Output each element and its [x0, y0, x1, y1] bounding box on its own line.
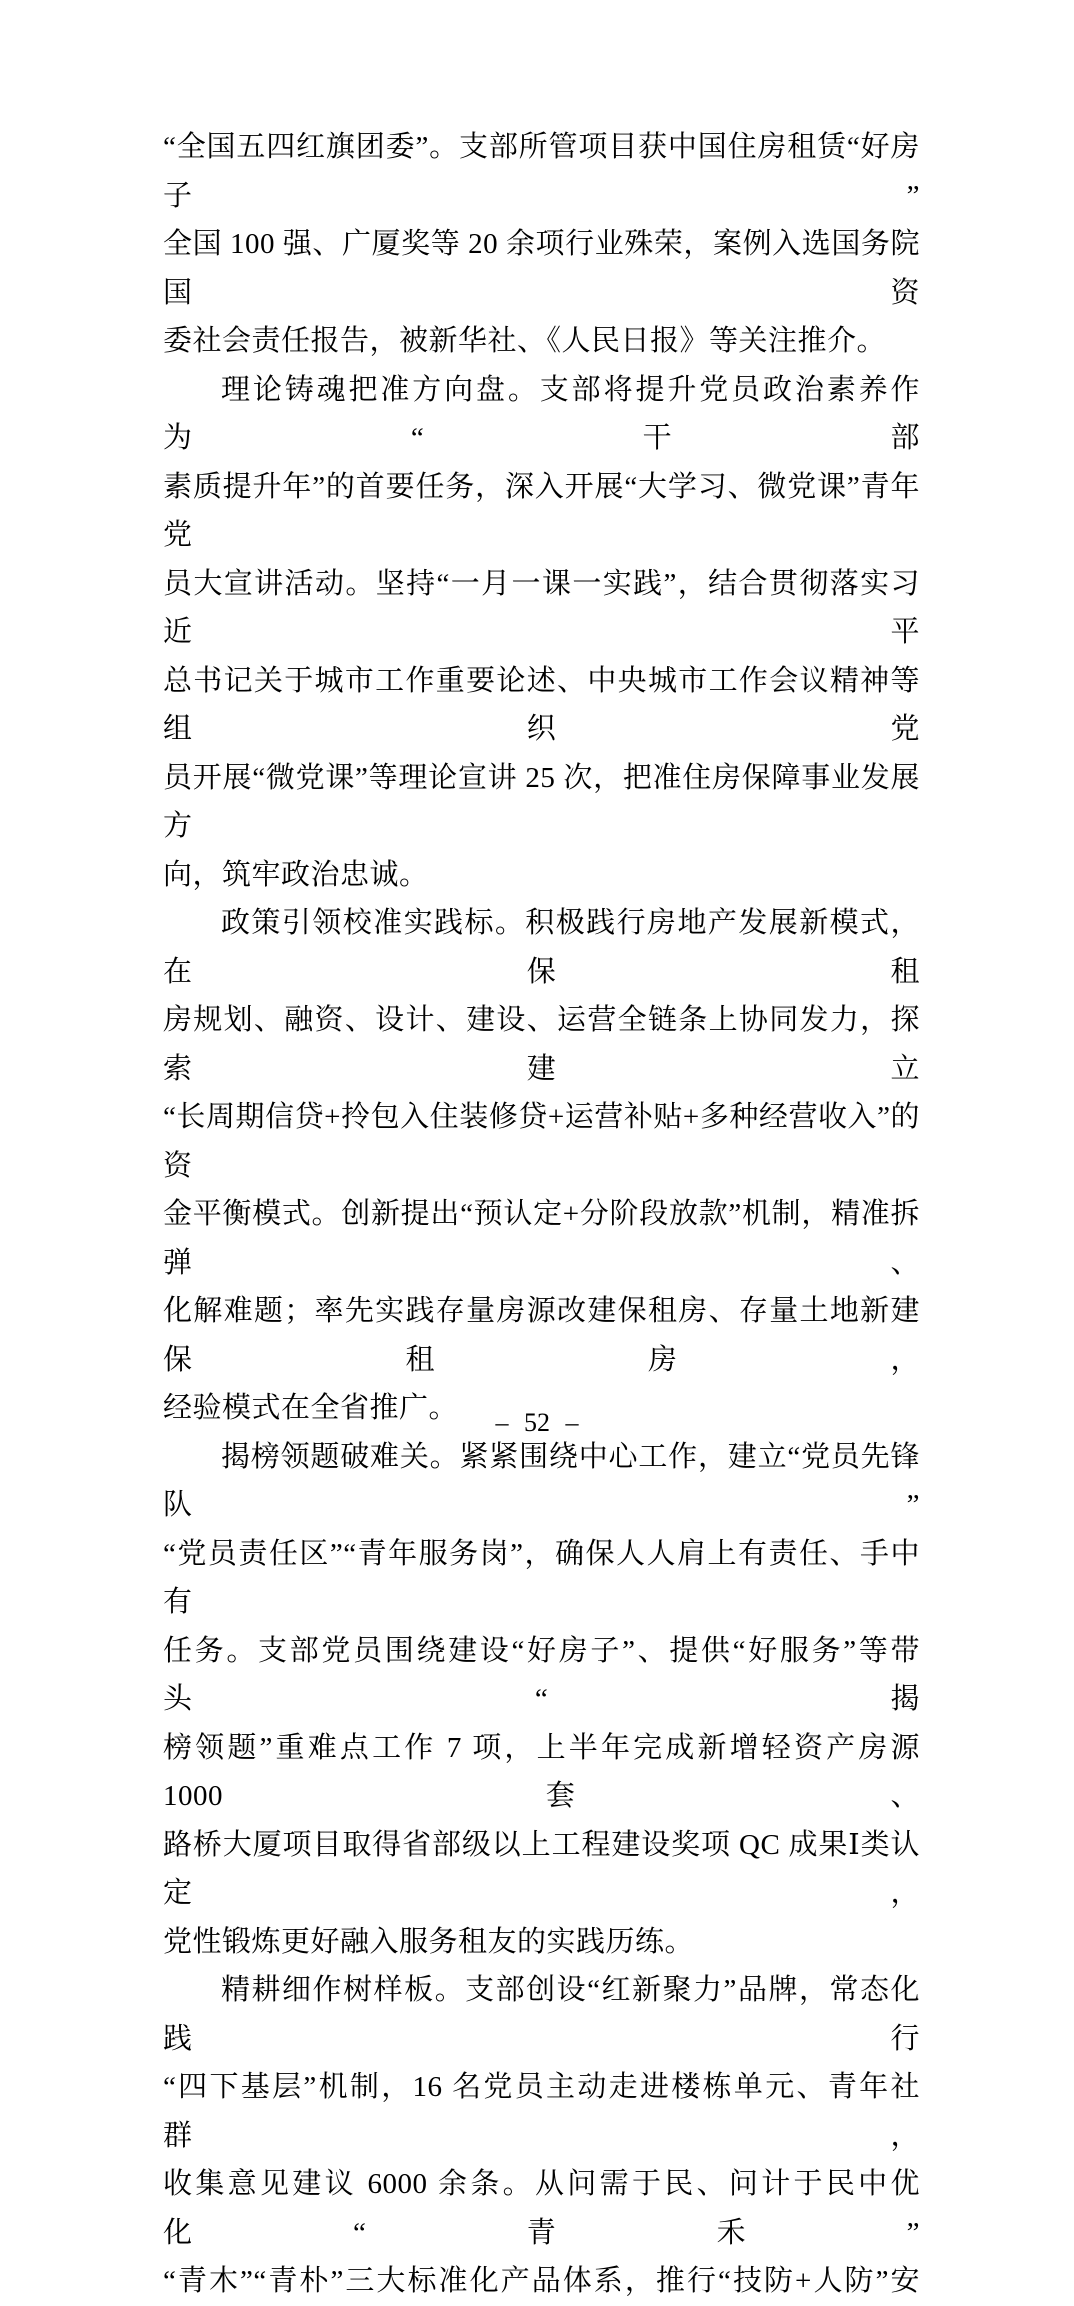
text-line: 榜领题”重难点工作 7 项，上半年完成新增轻资产房源 1000 套、 [163, 1731, 920, 1812]
text-line: 政策引领校准实践标。积极践行房地产发展新模式，在保租 [163, 907, 920, 988]
text-line: 精耕细作树样板。支部创设“红新聚力”品牌，常态化践行 [163, 1974, 920, 2055]
text-line: 员大宣讲活动。坚持“一月一课一实践”，结合贯彻落实习近平 [163, 567, 920, 648]
text-line: 化解难题；率先实践存量房源改建保租房、存量土地新建保租房， [163, 1295, 920, 1376]
text-line: 员开展“微党课”等理论宣讲 25 次，把准住房保障事业发展方 [163, 761, 920, 842]
text-line: 揭榜领题破难关。紧紧围绕中心工作，建立“党员先锋队” [163, 1440, 920, 1521]
text-line: 金平衡模式。创新提出“预认定+分阶段放款”机制，精准拆弹、 [163, 1198, 920, 1279]
text-line: 素质提升年”的首要任务，深入开展“大学习、微党课”青年党 [163, 470, 920, 551]
text-line: “党员责任区”“青年服务岗”，确保人人肩上有责任、手中有 [163, 1537, 920, 1618]
text-line: 委社会责任报告，被新华社、《人民日报》等关注推介。 [163, 325, 887, 357]
document-body [163, 123, 920, 2306]
text-line: 经验模式在全省推广。 [163, 1392, 459, 1424]
text-line: 理论铸魂把准方向盘。支部将提升党员政治素养作为“干部 [163, 373, 920, 454]
text-line: “四下基层”机制，16 名党员主动走进楼栋单元、青年社群， [163, 2071, 920, 2152]
text-line: “青木”“青朴”三大标准化产品体系，推行“技防+人防”安 [163, 2265, 920, 2297]
text-line: 房规划、融资、设计、建设、运营全链条上协同发力，探索建立 [163, 1004, 920, 1085]
text-line: “长周期信贷+拎包入住装修贷+运营补贴+多种经营收入”的资 [163, 1101, 920, 1182]
text-line: 党性锻炼更好融入服务租友的实践历练。 [163, 1925, 695, 1958]
page-number: – 52 – [495, 1408, 579, 1437]
text-line: 总书记关于城市工作重要论述、中央城市工作会议精神等组织党 [163, 664, 920, 745]
text-line: 向，筑牢政治忠诚。 [163, 858, 429, 891]
text-line: 路桥大厦项目取得省部级以上工程建设奖项 QC 成果Ⅰ类认定， [163, 1828, 920, 1909]
text-line: 收集意见建议 6000 余条。从问需于民、问计于民中优化“青禾” [163, 2168, 920, 2249]
text-line: 全国 100 强、广厦奖等 20 余项行业殊荣，案例入选国务院国资 [163, 228, 920, 309]
text-line: “全国五四红旗团委”。支部所管项目获中国住房租赁“好房子” [163, 131, 920, 212]
text-line: 任务。支部党员围绕建设“好房子”、提供“好服务”等带头“揭 [163, 1634, 920, 1715]
